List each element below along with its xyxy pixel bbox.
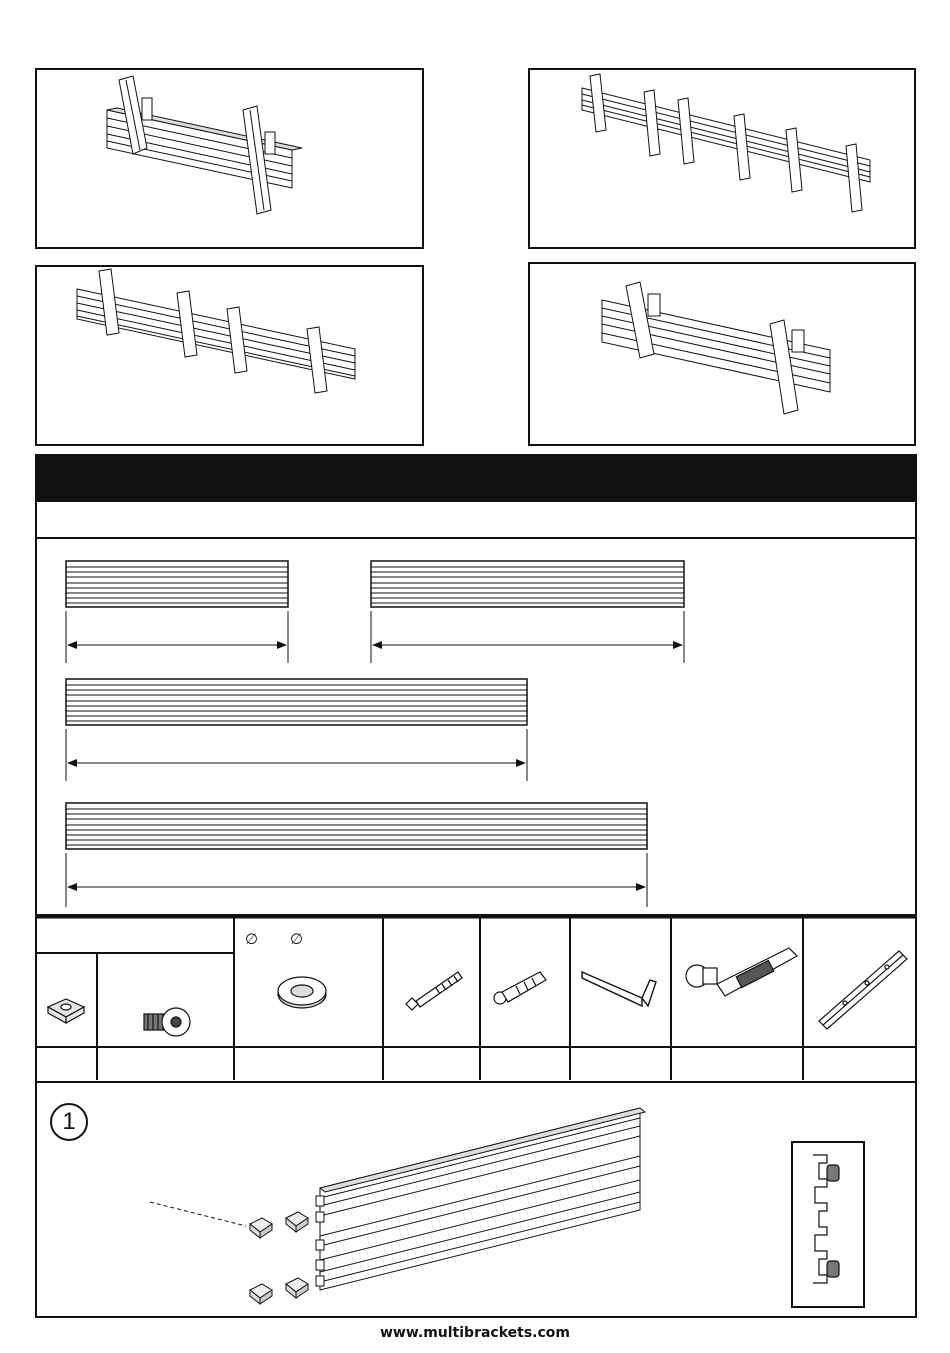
rails-diagram bbox=[60, 555, 760, 915]
rail-long bbox=[66, 679, 527, 781]
rail-connector-icon bbox=[815, 945, 911, 1035]
config-two-brackets-illustration bbox=[37, 70, 422, 247]
section-header-bar bbox=[35, 454, 917, 504]
rail-cross-section-detail bbox=[791, 1141, 865, 1308]
rail-longest bbox=[66, 803, 647, 907]
wall-plug-icon bbox=[490, 968, 550, 1008]
footer-url[interactable]: www.multibrackets.com bbox=[379, 1325, 571, 1341]
diameter-symbol-1: ∅ bbox=[245, 930, 259, 948]
config-six-brackets-illustration bbox=[530, 70, 914, 247]
hex-screw-icon bbox=[138, 1004, 194, 1040]
step-number: 1 bbox=[50, 1103, 88, 1141]
hex-key-icon bbox=[578, 966, 662, 1012]
rail-medium bbox=[371, 561, 684, 663]
config-two-brackets-panel bbox=[35, 68, 424, 249]
config-four-brackets-illustration bbox=[37, 267, 422, 444]
step-1-rail-illustration bbox=[140, 1100, 660, 1310]
lag-bolt-icon bbox=[402, 966, 472, 1016]
config-six-brackets-panel bbox=[528, 68, 916, 249]
config-two-brackets-close-panel bbox=[528, 262, 916, 446]
config-two-brackets-close-illustration bbox=[530, 264, 914, 444]
lock-bracket-icon bbox=[677, 940, 801, 1014]
rail-short bbox=[66, 561, 288, 663]
rails-section-divider bbox=[35, 537, 917, 539]
slide-nut-icon bbox=[44, 993, 88, 1027]
config-four-brackets-panel bbox=[35, 265, 424, 446]
washer-icon bbox=[275, 972, 329, 1012]
diameter-symbol-2: ∅ bbox=[290, 930, 304, 948]
